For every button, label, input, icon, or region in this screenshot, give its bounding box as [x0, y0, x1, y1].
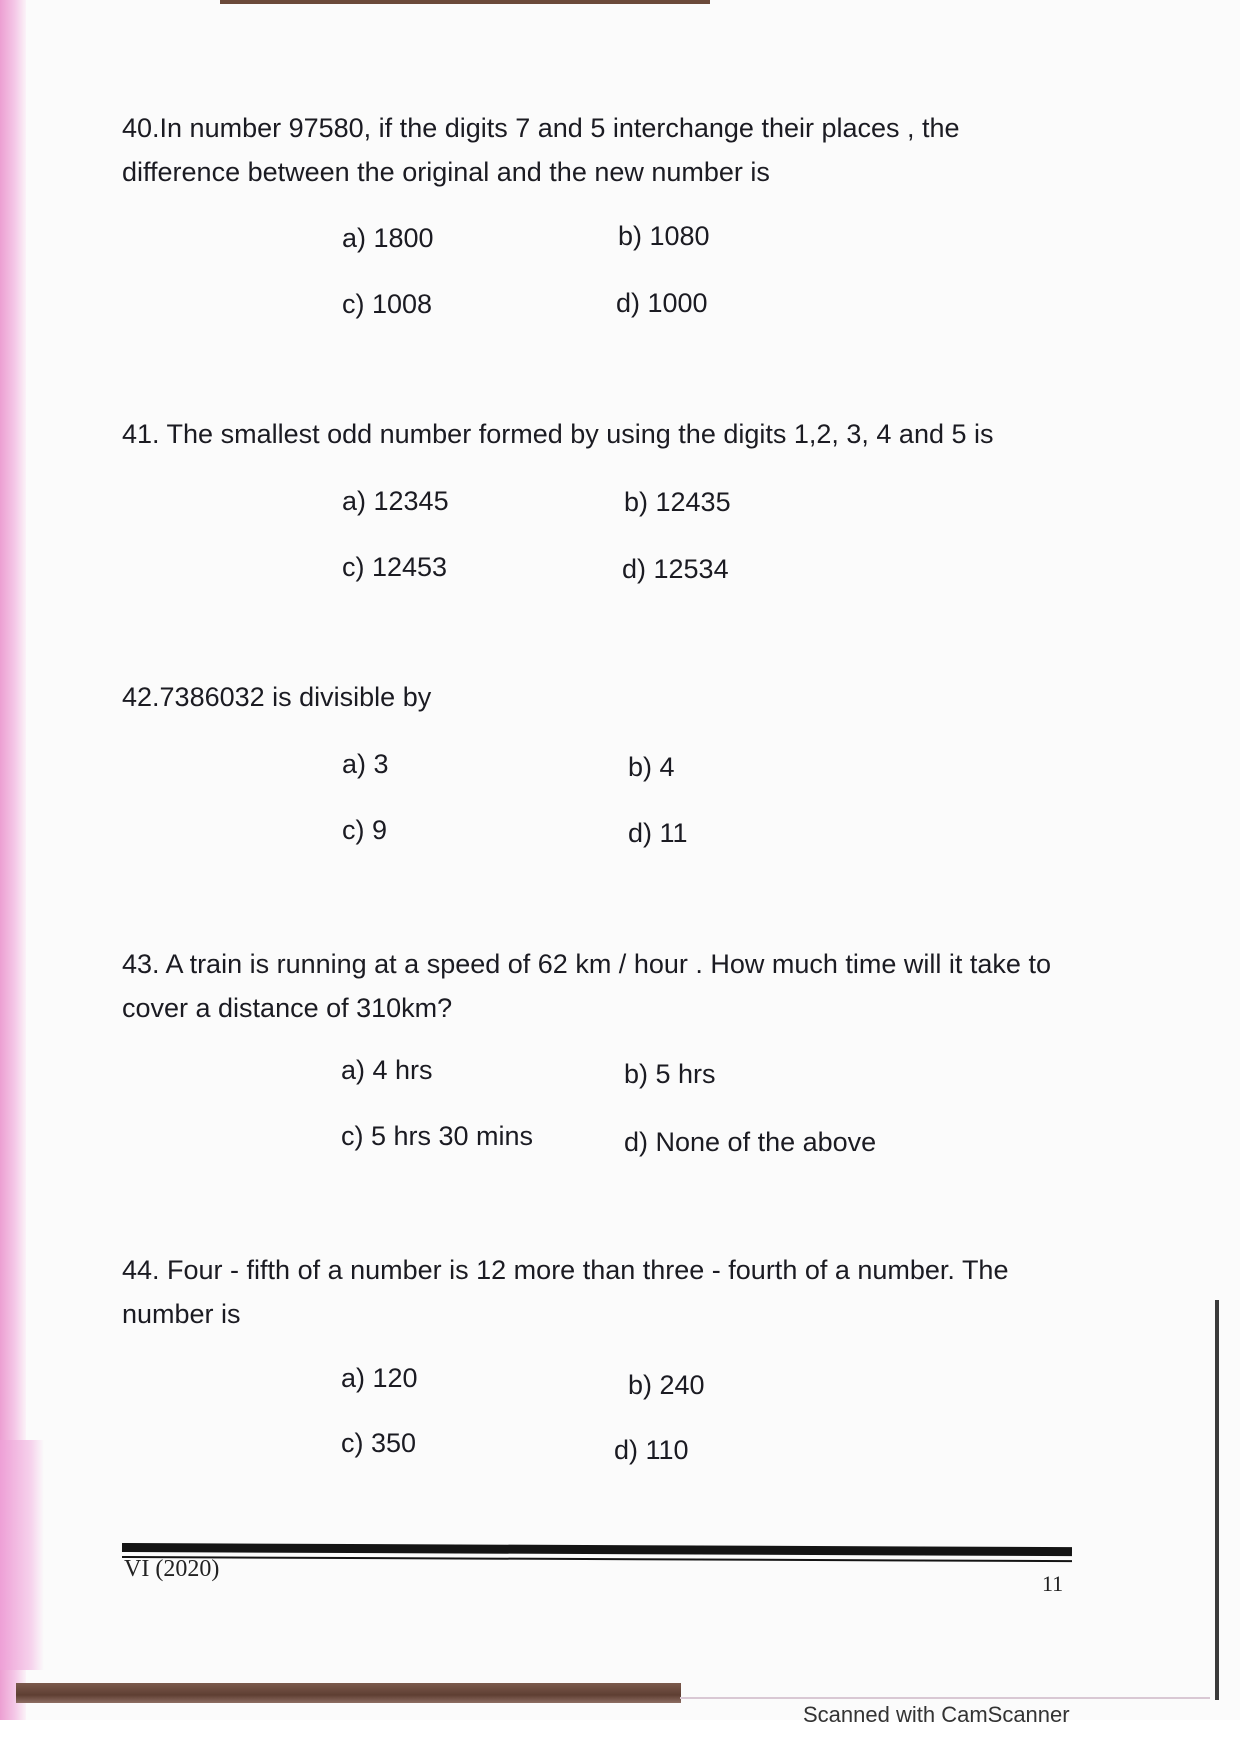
question-43-option-a: a) 4 hrs — [341, 1055, 433, 1085]
question-44-option-b: b) 240 — [628, 1370, 705, 1400]
question-42-option-a: a) 3 — [342, 749, 389, 779]
question-42-text: 42.7386032 is divisible by — [122, 682, 432, 712]
question-41-option-c: c) 12453 — [342, 552, 448, 582]
question-40-text: 40.In number 97580, if the digits 7 and 5 interchange their places , the difference between the original and the new number is — [122, 113, 960, 187]
question-40-option-a: a) 1800 — [342, 223, 434, 253]
scanner-watermark: Scanned with CamScanner — [803, 1702, 1070, 1727]
question-41-text: 41. The smallest odd number formed by using the digits 1,2, 3, 4 and 5 is — [122, 419, 994, 449]
question-42-option-d: d) 11 — [628, 818, 688, 848]
question-41-option-b: b) 12435 — [624, 487, 731, 517]
question-40-option-b: b) 1080 — [618, 221, 710, 251]
question-44-option-c: c) 350 — [341, 1428, 417, 1458]
question-41-option-a: a) 12345 — [342, 486, 449, 516]
question-44-option-d: d) 110 — [614, 1435, 689, 1465]
question-44-option-a: a) 120 — [341, 1363, 418, 1393]
question-43-option-b: b) 5 hrs — [624, 1059, 716, 1089]
question-40-option-c: c) 1008 — [342, 289, 433, 319]
page-left-edge-blush — [0, 1440, 44, 1670]
question-43-option-d: d) None of the above — [624, 1127, 877, 1157]
question-43-option-c: c) 5 hrs 30 mins — [341, 1121, 534, 1151]
question-42-option-b: b) 4 — [628, 752, 675, 782]
footer-class-year: VI (2020) — [124, 1556, 220, 1582]
question-44-text: 44. Four - fifth of a number is 12 more than three - fourth of a number. The number is — [122, 1255, 1009, 1329]
question-40-option-d: d) 1000 — [616, 288, 708, 318]
page-right-edge — [1215, 1300, 1219, 1700]
page-number: 11 — [1042, 1571, 1064, 1596]
question-41-option-d: d) 12534 — [622, 554, 729, 584]
page-bottom-edge-line — [680, 1697, 1210, 1699]
question-43-text: 43. A train is running at a speed of 62 km / hour . How much time will it take to cover a distance of 310km? — [122, 949, 1051, 1023]
page-bottom-edge — [16, 1683, 681, 1703]
question-42-option-c: c) 9 — [342, 815, 388, 845]
page-top-edge — [220, 0, 710, 4]
